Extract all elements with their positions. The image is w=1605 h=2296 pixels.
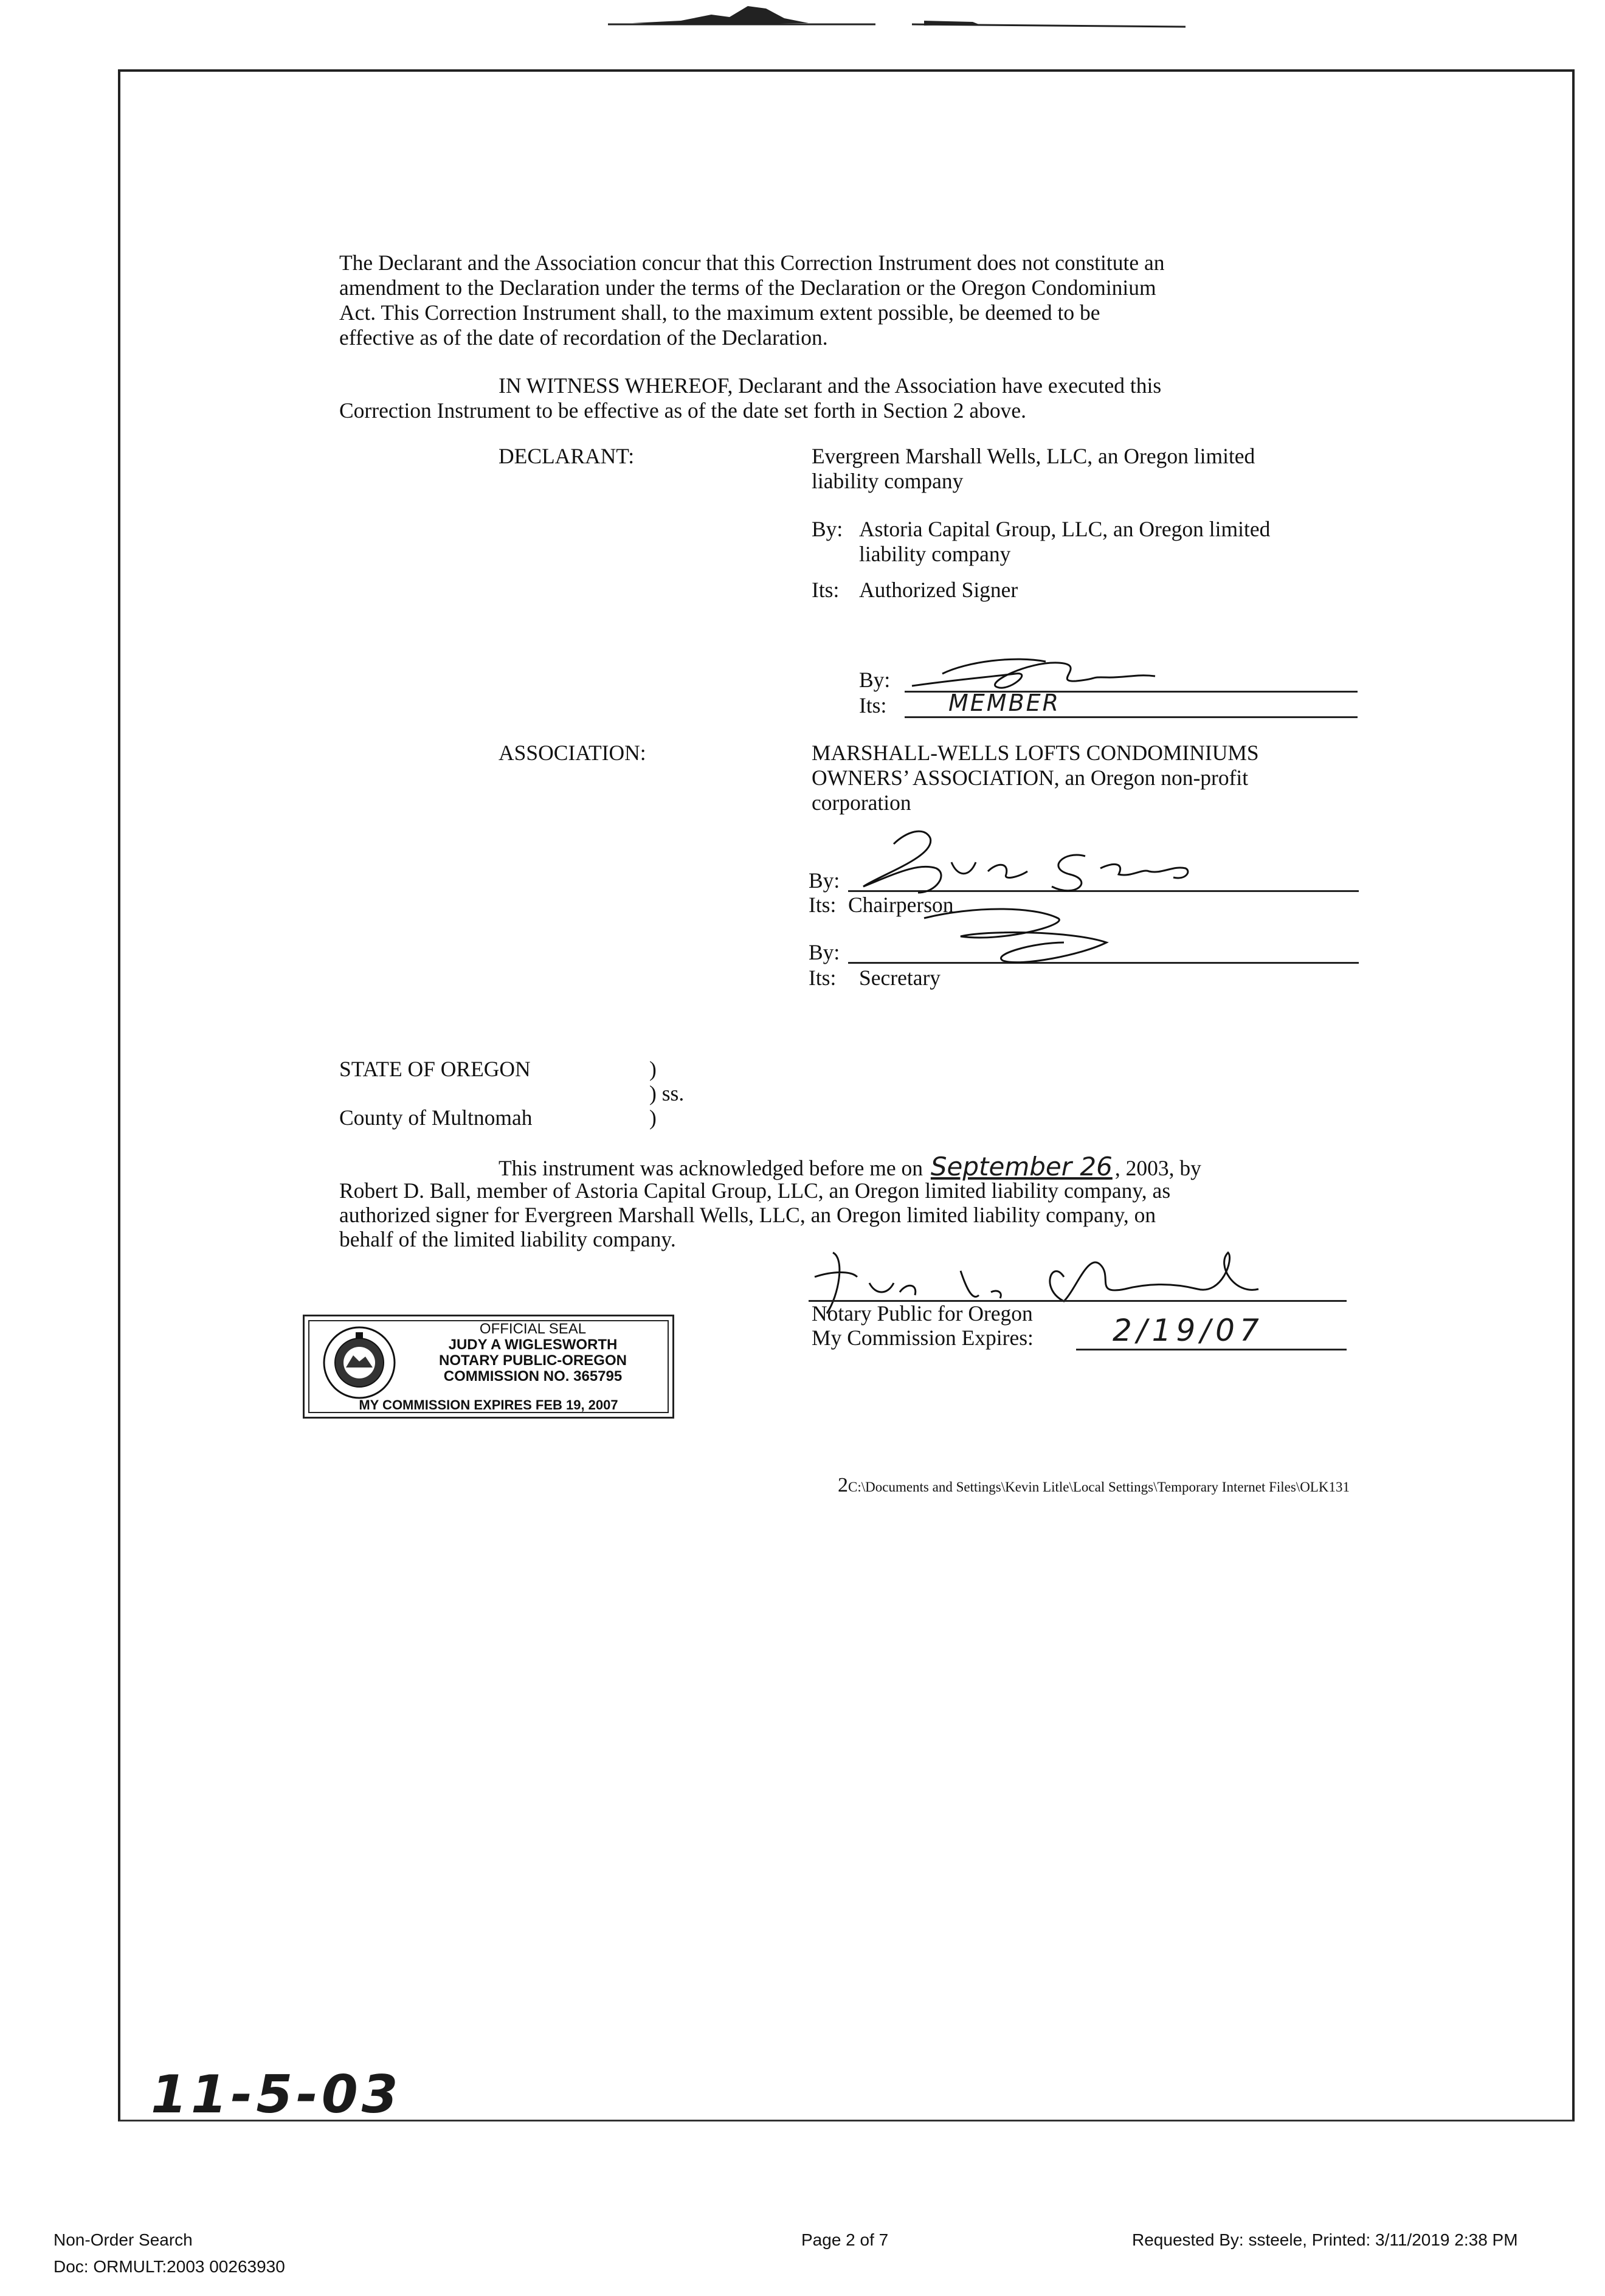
text-line: Evergreen Marshall Wells, LLC, an Oregon limited <box>812 444 1255 468</box>
seal-text <box>402 1321 664 1385</box>
notary-expires-handwritten: 2/19/07 <box>1113 1313 1264 1348</box>
notary-title: Notary Public for Oregon <box>812 1301 1033 1326</box>
venue-paren1: ) <box>649 1057 657 1081</box>
seal-line: COMMISSION NO. 365795 <box>443 1368 623 1385</box>
declarant-sig-by-label: By: <box>859 668 891 692</box>
scan-artifact <box>608 0 1192 30</box>
text-line: amendment to the Declaration under the terms of the Declaration or the Oregon Condominium <box>339 275 1156 300</box>
declarant-by-entity <box>859 517 1270 567</box>
seal-line: JUDY A WIGLESWORTH <box>448 1336 618 1353</box>
association-label: ASSOCIATION: <box>499 741 646 765</box>
seal-line: OFFICIAL SEAL <box>479 1321 587 1337</box>
declarant-its-prefix: Its: <box>812 578 840 602</box>
acknowledgment-line3: authorized signer for Evergreen Marshall Wells, LLC, an Oregon limited liability company, on <box>339 1203 1156 1227</box>
association-its1-value: Chairperson <box>848 893 954 917</box>
association-its2-value: Secretary <box>859 966 941 990</box>
association-by1-label: By: <box>809 868 840 893</box>
text-line: liability company <box>859 542 1011 566</box>
association-by2-label: By: <box>809 940 840 964</box>
declarant-sig-its-label: Its: <box>859 693 887 718</box>
file-path-text: C:\Documents and Settings\Kevin Litle\Local Settings\Temporary Internet Files\OLK131 <box>848 1479 1350 1495</box>
association-its2-label: Its: <box>809 966 837 990</box>
chairperson-signature <box>845 820 1222 905</box>
venue-paren2: ) <box>649 1105 657 1130</box>
declarant-signature <box>906 649 1161 698</box>
file-path <box>838 1474 1350 1497</box>
file-page-number: 2 <box>838 1474 848 1496</box>
footer-doc-id: Doc: ORMULT:2003 00263930 <box>54 2257 285 2276</box>
declarant-its-line <box>905 716 1358 718</box>
ack-pre: This instrument was acknowledged before me on <box>499 1156 923 1180</box>
text-line: effective as of the date of recordation of the Declaration. <box>339 325 828 350</box>
footer-request-info: Requested By: ssteele, Printed: 3/11/2019 2:38 PM <box>1132 2230 1518 2249</box>
association-entity <box>812 741 1259 815</box>
text-line: MARSHALL-WELLS LOFTS CONDOMINIUMS <box>812 741 1259 765</box>
paragraph-witness <box>339 373 1161 423</box>
association-its1-label: Its: <box>809 893 837 917</box>
text-line: OWNERS’ ASSOCIATION, an Oregon non-profit <box>812 766 1249 790</box>
official-seal-stamp <box>303 1315 674 1419</box>
footer-search-type: Non-Order Search <box>54 2230 193 2249</box>
handwritten-date: 11-5-03 <box>151 2064 402 2125</box>
text-line: The Declarant and the Association concur that this Correction Instrument does not constitute an <box>339 251 1165 275</box>
seal-line: NOTARY PUBLIC-OREGON <box>439 1352 627 1369</box>
ack-post: , 2003, by <box>1114 1156 1201 1180</box>
declarant-its-handwritten: MEMBER <box>948 690 1061 716</box>
text-line: IN WITNESS WHEREOF, Declarant and the Association have executed this <box>499 373 1162 398</box>
venue-state: STATE OF OREGON <box>339 1057 531 1081</box>
text-line: Astoria Capital Group, LLC, an Oregon limited <box>859 517 1271 541</box>
venue-county: County of Multnomah <box>339 1105 533 1130</box>
acknowledgment-line1 <box>499 1154 1201 1181</box>
venue-ss: ) ss. <box>649 1081 685 1105</box>
declarant-its-value: Authorized Signer <box>859 578 1018 602</box>
text-line: liability company <box>812 469 964 493</box>
seal-expiration: MY COMMISSION EXPIRES FEB 19, 2007 <box>359 1397 618 1413</box>
acknowledgment-line2: Robert D. Ball, member of Astoria Capital Group, LLC, an Oregon limited liability company, as <box>339 1178 1171 1203</box>
declarant-by-prefix: By: <box>812 517 843 541</box>
declarant-label: DECLARANT: <box>499 444 635 468</box>
ack-date-handwritten: September 26 <box>930 1152 1113 1181</box>
secretary-signature <box>912 894 1131 973</box>
footer-page-number: Page 2 of 7 <box>801 2230 889 2249</box>
notary-expires-line <box>1076 1349 1347 1350</box>
text-line: Act. This Correction Instrument shall, to the maximum extent possible, be deemed to be <box>339 300 1100 325</box>
state-seal-emblem <box>322 1325 397 1400</box>
notary-expires-label: My Commission Expires: <box>812 1326 1034 1350</box>
declarant-entity <box>812 444 1255 494</box>
paragraph-concurrence <box>339 251 1165 350</box>
text-line: Correction Instrument to be effective as of the date set forth in Section 2 above. <box>339 398 1027 423</box>
text-line: corporation <box>812 790 911 815</box>
acknowledgment-line4: behalf of the limited liability company. <box>339 1227 676 1251</box>
